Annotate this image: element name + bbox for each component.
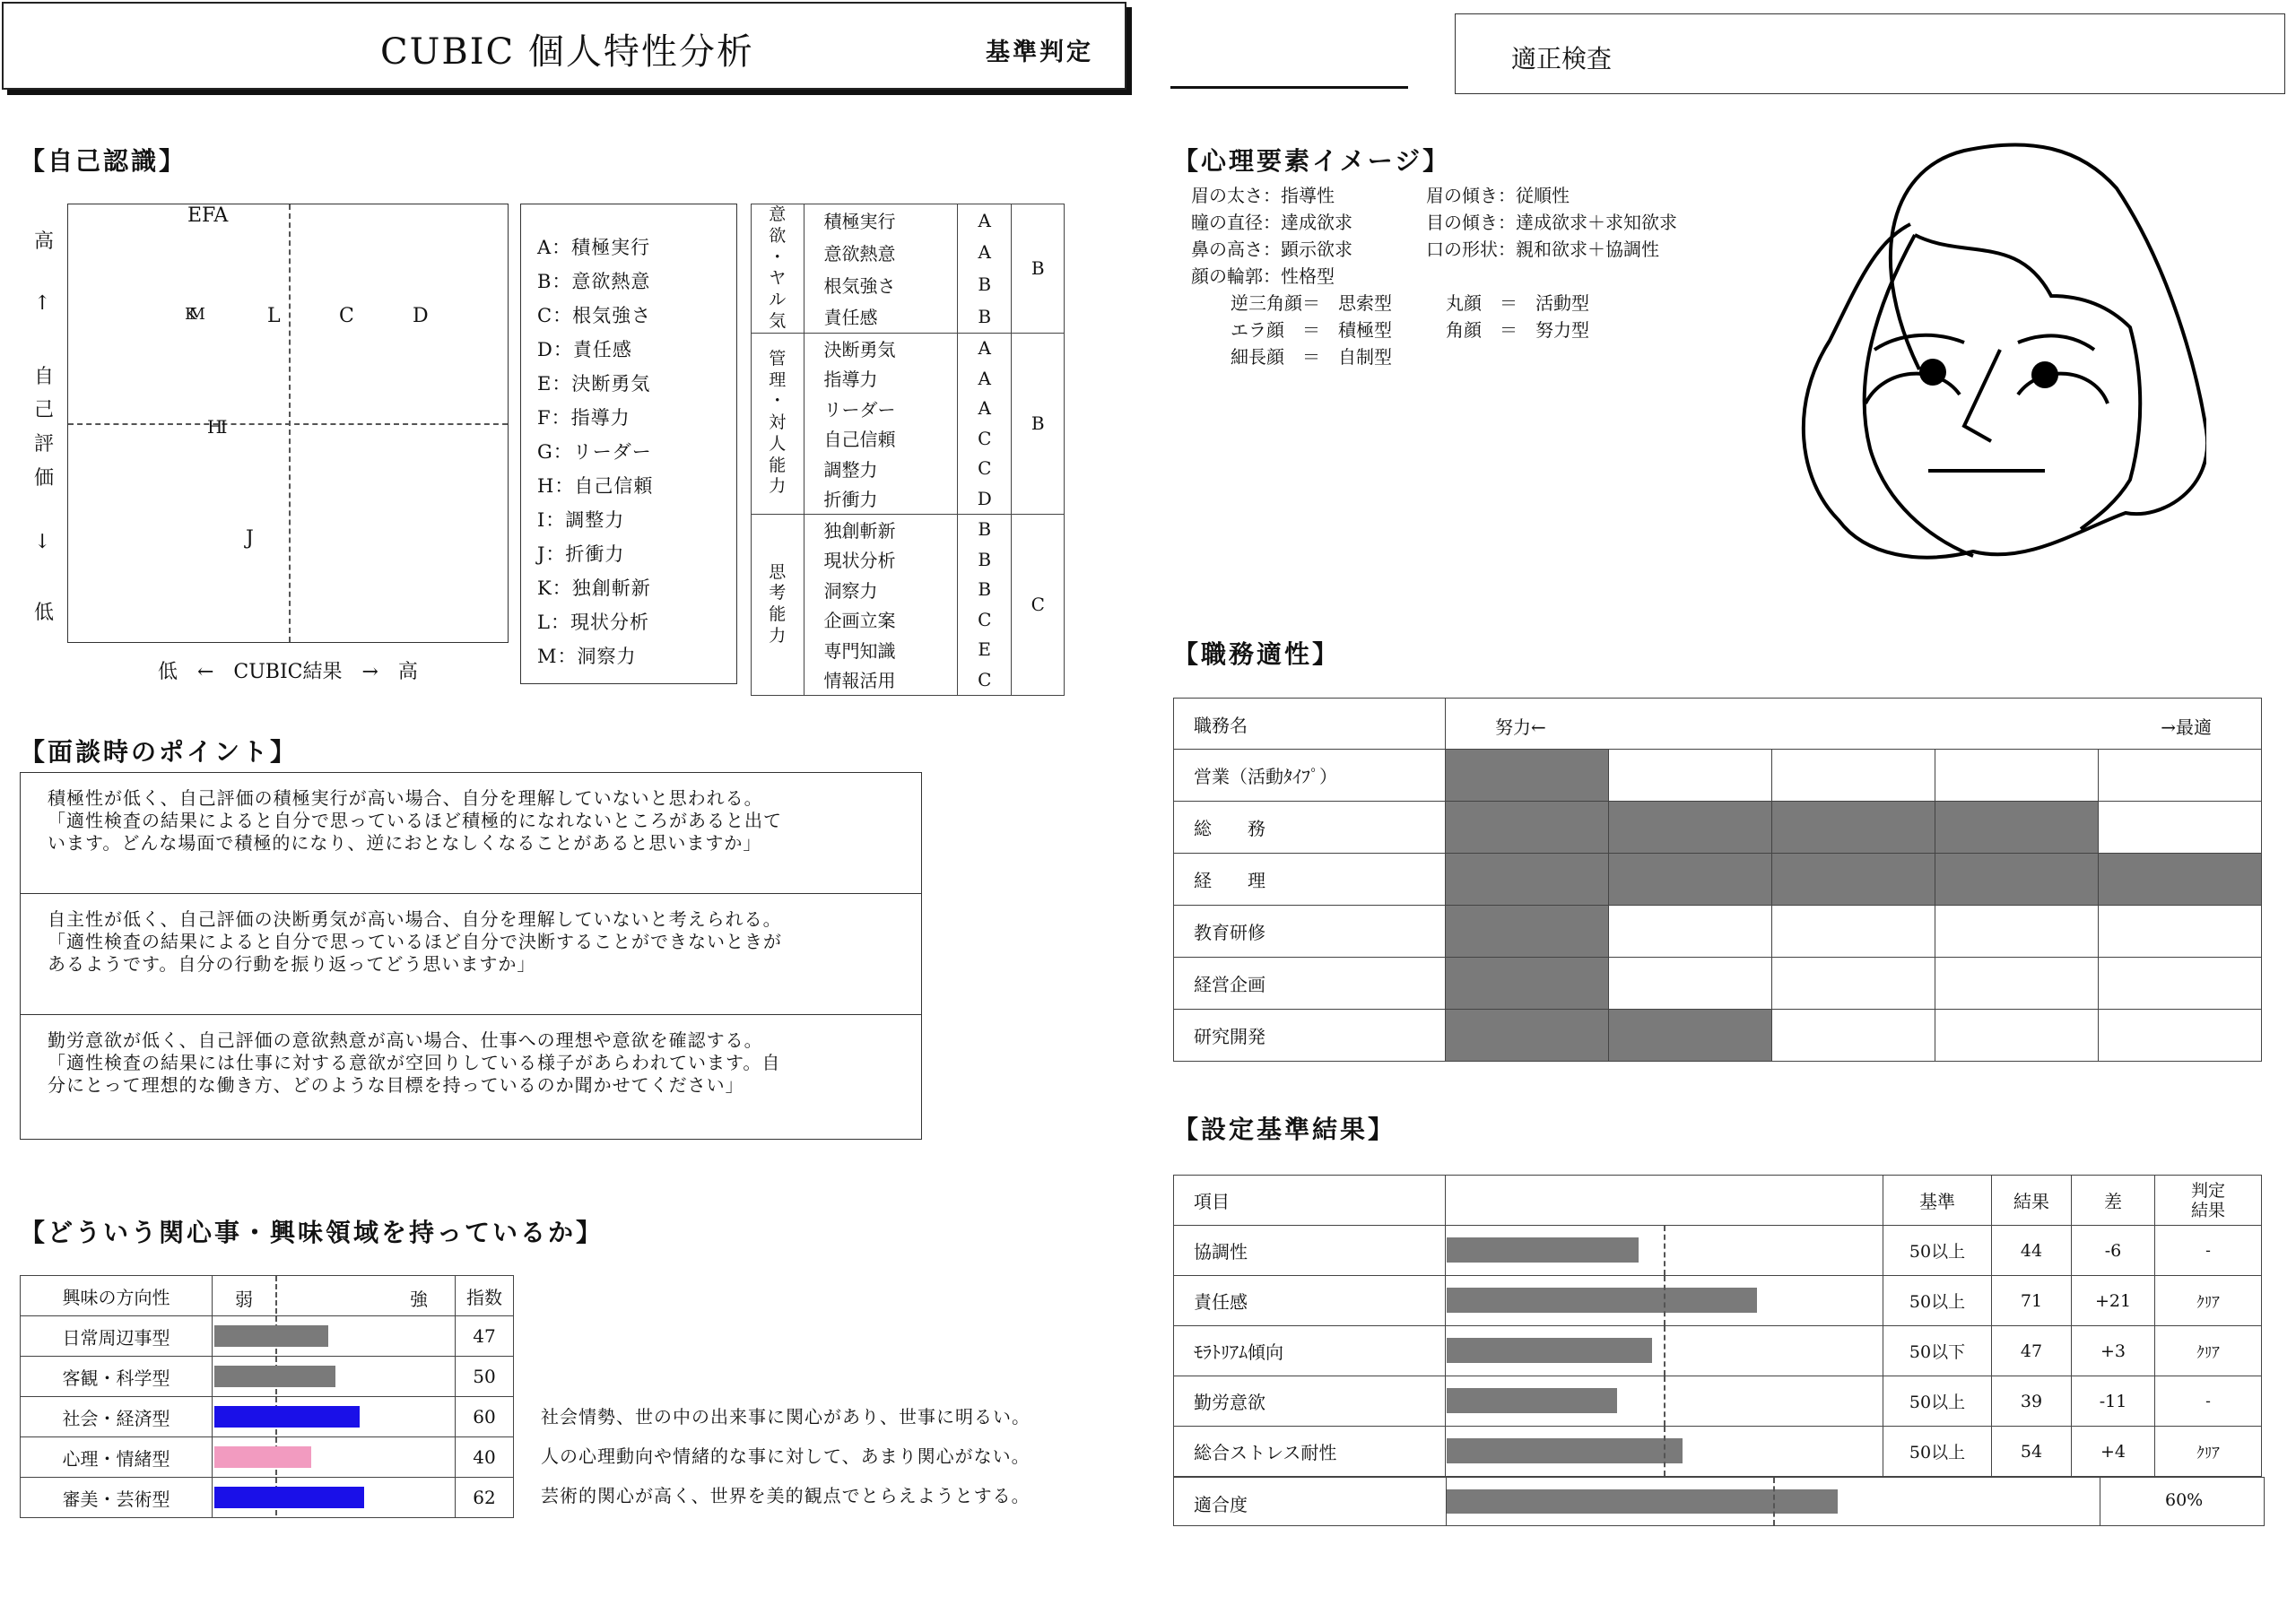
criteria-result: 39: [1992, 1376, 2072, 1427]
criteria-threshold-line: [1664, 1226, 1665, 1275]
left-eye: [1866, 374, 1960, 404]
grade-item-value: A: [958, 333, 1012, 363]
psych-lines: [1191, 181, 1677, 369]
jobs-table: [1173, 698, 2262, 1062]
criteria-name: 総合ストレス耐性: [1174, 1427, 1446, 1477]
criteria-bar-cell: [1446, 1427, 1883, 1477]
grade-item-name: 自己信頼: [804, 423, 957, 454]
criteria-bar: [1447, 1237, 1639, 1263]
criteria-diff: +4: [2072, 1427, 2155, 1477]
self-heading: 【自己認識】: [20, 146, 187, 176]
legend-list: [537, 233, 736, 676]
psych-left: 顔の輪郭：性格型: [1191, 265, 1335, 287]
job-level-cell: [1609, 750, 1772, 802]
group-name-char: 意: [769, 204, 787, 224]
interest-table: [20, 1275, 514, 1518]
job-level-cell: [1772, 802, 1935, 854]
interest-bar: [214, 1487, 364, 1508]
interest-bar-cell: [213, 1397, 456, 1437]
interest-bar-cell: [213, 1437, 456, 1478]
psych-right: 口の形状：親和欲求＋協調性: [1426, 239, 1659, 260]
grade-item-value: B: [958, 575, 1012, 605]
group-name-char: ヤ: [769, 268, 787, 289]
group-name-char: 力: [769, 625, 787, 646]
grade-item-value: B: [958, 514, 1012, 544]
job-level-cell: [1446, 906, 1609, 958]
job-level-cell: [1772, 958, 1935, 1010]
group-name-char: 対: [769, 412, 787, 433]
legend-item: J：折衝力: [537, 543, 625, 565]
criteria-result: 71: [1992, 1276, 2072, 1326]
grade-item-value: E: [958, 635, 1012, 665]
y-high: 高: [34, 230, 55, 253]
group-name-char: ル: [769, 290, 787, 309]
fit-label: 適合度: [1194, 1494, 1248, 1515]
right-eye: [2018, 374, 2108, 404]
criteria-bar: [1447, 1338, 1652, 1363]
criteria-result: 54: [1992, 1427, 2072, 1477]
interview-line: 「適性検査の結果によると自分で思っているほど積極的になれないところがあると出て: [48, 810, 782, 831]
aptitude-label: 適正検査: [1511, 44, 1613, 74]
criteria-col-bar: [1446, 1176, 1883, 1226]
psych-right: 眉の傾き：従順性: [1426, 185, 1570, 206]
legend-item: I：調整力: [537, 509, 625, 531]
fit-value: 60%: [2165, 1490, 2204, 1510]
legend-item: M：洞察力: [537, 646, 637, 667]
job-name: 教育研修: [1174, 906, 1446, 958]
legend-item: B：意欲熱意: [537, 271, 651, 292]
interview-point: [21, 773, 921, 894]
interview-heading: 【面談時のポイント】: [20, 737, 299, 767]
job-level-cell: [1772, 906, 1935, 958]
criteria-threshold-line: [1664, 1376, 1665, 1426]
legend-item: G：リーダー: [537, 441, 652, 463]
jobs-right-label: →最適: [2161, 716, 2212, 738]
legend-item: C：根気強さ: [537, 305, 652, 326]
criteria-col-diff: 差: [2072, 1176, 2155, 1226]
legend-item: A：積極実行: [537, 237, 651, 258]
self-plot: [67, 204, 509, 643]
job-name: 経営企画: [1174, 958, 1446, 1010]
interest-name: 社会・経済型: [21, 1397, 213, 1437]
grade-item-value: A: [958, 363, 1012, 394]
plot-point-km: KM: [185, 305, 197, 324]
interview-line: います。どんな場面で積極的になり、逆におとなしくなることがあると思いますか」: [48, 832, 762, 854]
job-name: 経 理: [1174, 854, 1446, 906]
job-level-cell: [1446, 802, 1609, 854]
criteria-result: 44: [1992, 1226, 2072, 1276]
job-name: 研究開発: [1174, 1010, 1446, 1062]
job-row: [1174, 1010, 2262, 1062]
fit-bar: [1447, 1489, 1838, 1514]
group-name-char: ・: [769, 391, 787, 412]
job-row: [1174, 958, 2262, 1010]
interest-row: [21, 1316, 514, 1357]
grade-item-value: A: [958, 394, 1012, 424]
legend-item: H：自己信頼: [537, 475, 654, 497]
interview-point: [21, 894, 921, 1015]
criteria-judge: ｸﾘｱ: [2155, 1326, 2262, 1376]
grade-row: [752, 204, 1065, 237]
grade-item-name: 意欲熱意: [804, 237, 957, 269]
job-name: 営業（活動ﾀｲﾌﾟ）: [1174, 750, 1446, 802]
interview-line: 分にとって理想的な働き方、どのような目標を持っているのか聞かせてください」: [48, 1074, 744, 1096]
interest-col-scale: [213, 1276, 456, 1316]
grade-item-name: 決断勇気: [804, 333, 957, 363]
interest-row: [21, 1478, 514, 1518]
face-illustration: [1785, 135, 2206, 565]
x-axis-label: 低 ← CUBIC結果 → 高: [158, 661, 418, 683]
job-level-cell: [1609, 958, 1772, 1010]
criteria-diff: +21: [2072, 1276, 2155, 1326]
criteria-std: 50以上: [1883, 1376, 1992, 1427]
group-name-char: 考: [769, 583, 787, 603]
legend-item: F：指導力: [537, 407, 631, 429]
psych-line: [1191, 235, 1677, 262]
right-pupil: [2031, 361, 2058, 388]
criteria-judge: -: [2155, 1376, 2262, 1427]
jobs-table-wrap: [1173, 698, 2262, 1062]
jobs-col-name: 職務名: [1174, 699, 1446, 750]
job-row: [1174, 750, 2262, 802]
job-level-cell: [1772, 750, 1935, 802]
criteria-name: ﾓﾗﾄﾘｱﾑ傾向: [1174, 1326, 1446, 1376]
job-row: [1174, 802, 2262, 854]
left-eyebrow: [1874, 335, 1964, 350]
job-level-cell: [1446, 958, 1609, 1010]
interest-bar-cell: [213, 1357, 456, 1397]
psych-line: [1191, 208, 1677, 235]
y-label-4: 価: [34, 467, 55, 490]
legend-item: E：決断勇気: [537, 373, 651, 395]
interest-index: 50: [456, 1357, 514, 1397]
criteria-name: 協調性: [1174, 1226, 1446, 1276]
psych-left: 瞳の直径：達成欲求: [1191, 212, 1352, 233]
interest-row: [21, 1437, 514, 1478]
job-level-cell: [1772, 854, 1935, 906]
group-name-char: 思: [769, 561, 787, 582]
left-pupil: [1919, 359, 1946, 386]
group-name-cell: [752, 333, 804, 514]
psych-type-line: [1191, 289, 1677, 316]
interest-heading: 【どういう関心事・興味領域を持っているか】: [20, 1218, 604, 1247]
y-down-arrow: ↓: [34, 531, 51, 553]
interview-line: 勤労意欲が低く、自己評価の意欲熱意が高い場合、仕事への理想や意欲を確認する。: [48, 1029, 763, 1051]
plot-point-j: J: [246, 527, 254, 550]
group-name-char: 力: [769, 476, 787, 497]
group-name-cell: [752, 204, 804, 334]
criteria-row: [1174, 1427, 2262, 1477]
job-level-cell: [1446, 750, 1609, 802]
group-grade: B: [1012, 204, 1065, 334]
criteria-col-item: 項目: [1174, 1176, 1446, 1226]
interview-point: [21, 1015, 921, 1136]
criteria-std: 50以下: [1883, 1326, 1992, 1376]
grade-item-name: 根気強さ: [804, 268, 957, 300]
grade-row: [752, 333, 1065, 363]
grade-item-value: C: [958, 454, 1012, 484]
criteria-row: [1174, 1276, 2262, 1326]
group-name-char: 気: [769, 310, 787, 331]
interview-line: 積極性が低く、自己評価の積極実行が高い場合、自分を理解していないと思われる。: [48, 787, 763, 809]
self-grade-table-wrap: [751, 204, 1065, 696]
job-level-cell: [2099, 854, 2262, 906]
criteria-table-wrap: [1173, 1175, 2262, 1477]
grade-item-name: 指導力: [804, 363, 957, 394]
interest-bar: [214, 1406, 360, 1428]
criteria-diff: -6: [2072, 1226, 2155, 1276]
jobs-heading: 【職務適性】: [1173, 639, 1341, 669]
job-level-cell: [1609, 1010, 1772, 1062]
criteria-col-judge: 判定 結果: [2155, 1176, 2262, 1226]
criteria-row: [1174, 1326, 2262, 1376]
group-name-char: 人: [769, 433, 787, 454]
interest-note: 社会情勢、世の中の出来事に関心があり、世事に明るい。: [541, 1406, 1031, 1428]
grade-item-value: C: [958, 604, 1012, 635]
psych-type-right: 角顔 ＝ 努力型: [1446, 319, 1589, 341]
job-name: 総 務: [1174, 802, 1446, 854]
job-row: [1174, 854, 2262, 906]
psych-line: [1191, 262, 1677, 289]
job-level-cell: [1935, 854, 2099, 906]
criteria-bar: [1447, 1288, 1757, 1313]
grade-item-name: 現状分析: [804, 544, 957, 575]
group-name-char: 能: [769, 604, 787, 624]
job-level-cell: [1935, 906, 2099, 958]
grade-item-name: 折衝力: [804, 483, 957, 514]
legend-item: L：現状分析: [537, 612, 649, 633]
psych-type-line: [1191, 343, 1677, 369]
job-level-cell: [1935, 750, 2099, 802]
jobs-scale-header: [1446, 699, 2262, 750]
nose: [1964, 350, 2000, 441]
grade-item-name: 洞察力: [804, 575, 957, 605]
criteria-result: 47: [1992, 1326, 2072, 1376]
grade-item-value: A: [958, 237, 1012, 269]
grade-item-name: 調整力: [804, 454, 957, 484]
plot-point-l: L: [267, 305, 281, 327]
criteria-name: 責任感: [1174, 1276, 1446, 1326]
y-label-2: 己: [34, 399, 55, 421]
interest-name: 心理・情緒型: [21, 1437, 213, 1478]
plot-mid-horizontal: [68, 423, 508, 425]
job-level-cell: [1935, 1010, 2099, 1062]
plot-point-d: D: [413, 305, 429, 327]
psych-type-left: エラ顔 ＝ 積極型: [1231, 319, 1392, 341]
grade-item-value: B: [958, 268, 1012, 300]
psych-left: 眉の太さ：指導性: [1191, 185, 1335, 206]
interest-header-row: [21, 1276, 514, 1316]
interest-col-weak: 弱: [235, 1289, 253, 1310]
criteria-row: [1174, 1376, 2262, 1427]
interview-line: 「適性検査の結果には仕事に対する意欲が空回りしている様子があらわれています。自: [48, 1052, 781, 1073]
interest-bar: [214, 1366, 335, 1387]
interest-bar: [214, 1325, 328, 1347]
psych-right: 目の傾き：達成欲求＋求知欲求: [1426, 212, 1677, 233]
interview-box: [20, 772, 922, 1140]
interview-line: 「適性検査の結果によると自分で思っているほど自分で決断することができないときが: [48, 931, 782, 952]
grade-item-name: 独創斬新: [804, 514, 957, 544]
interest-index: 40: [456, 1437, 514, 1478]
y-label-3: 評: [34, 433, 55, 456]
job-level-cell: [2099, 906, 2262, 958]
interest-bar-cell: [213, 1316, 456, 1357]
interest-index: 47: [456, 1316, 514, 1357]
criteria-bar-cell: [1446, 1326, 1883, 1376]
criteria-table: [1173, 1175, 2262, 1477]
fit-threshold-line: [1773, 1478, 1775, 1525]
jobs-left-label: 努力←: [1495, 716, 1546, 738]
criteria-name: 勤労意欲: [1174, 1376, 1446, 1427]
aptitude-box: [1455, 13, 2285, 94]
grade-item-value: C: [958, 664, 1012, 695]
criteria-judge: ｸﾘｱ: [2155, 1276, 2262, 1326]
criteria-col-result: 結果: [1992, 1176, 2072, 1226]
criteria-threshold-line: [1664, 1276, 1665, 1325]
job-level-cell: [2099, 750, 2262, 802]
criteria-header-row: [1174, 1176, 2262, 1226]
group-name-cell: [752, 514, 804, 695]
interest-mid-line: [275, 1276, 277, 1314]
interest-note: 芸術的関心が高く、世界を美的観点でとらえようとする。: [541, 1485, 1031, 1506]
interest-name: 審美・芸術型: [21, 1478, 213, 1518]
group-name-char: 能: [769, 455, 787, 475]
criteria-bar: [1447, 1438, 1683, 1463]
job-level-cell: [1446, 1010, 1609, 1062]
interest-col-strong: 強: [410, 1289, 428, 1310]
grade-item-value: B: [958, 544, 1012, 575]
job-level-cell: [1609, 802, 1772, 854]
criteria-heading: 【設定基準結果】: [1173, 1115, 1396, 1144]
psych-left: 鼻の高さ：顕示欲求: [1191, 239, 1352, 260]
job-level-cell: [1935, 802, 2099, 854]
hair-outline: [1804, 144, 2206, 557]
judge-badge: 基準判定: [986, 39, 1093, 66]
self-legend: [520, 204, 737, 684]
group-name-char: 理: [769, 369, 787, 390]
job-level-cell: [1609, 906, 1772, 958]
criteria-threshold-line: [1664, 1427, 1665, 1476]
psych-type-left: 細長顔 ＝ 自制型: [1231, 346, 1392, 368]
grade-item-name: 積極実行: [804, 204, 957, 237]
criteria-std: 50以上: [1883, 1226, 1992, 1276]
criteria-bar-cell: [1446, 1226, 1883, 1276]
grade-item-name: 専門知識: [804, 635, 957, 665]
criteria-judge: -: [2155, 1226, 2262, 1276]
title-box: [2, 2, 1126, 90]
plot-point-efa: EFA: [187, 204, 229, 227]
grade-item-name: 情報活用: [804, 664, 957, 695]
psych-type-left: 逆三角顔＝ 思索型: [1231, 292, 1392, 314]
grade-item-value: D: [958, 483, 1012, 514]
psych-type-line: [1191, 316, 1677, 343]
job-level-cell: [2099, 1010, 2262, 1062]
group-name-char: 欲: [769, 225, 787, 246]
group-name-char: 管: [769, 348, 787, 369]
criteria-std: 50以上: [1883, 1427, 1992, 1477]
grade-row: [752, 514, 1065, 544]
grade-item-value: B: [958, 300, 1012, 333]
interest-bar: [214, 1446, 311, 1468]
group-name-char: ・: [769, 247, 787, 267]
plot-point-c: C: [339, 305, 354, 327]
criteria-diff: -11: [2072, 1376, 2155, 1427]
group-grade: B: [1012, 333, 1065, 514]
job-row: [1174, 906, 2262, 958]
grade-item-value: A: [958, 204, 1012, 237]
job-level-cell: [1772, 1010, 1935, 1062]
psych-heading: 【心理要素イメージ】: [1173, 146, 1451, 176]
grade-item-name: リーダー: [804, 394, 957, 424]
interview-line: あるようです。自分の行動を振り返ってどう思いますか」: [48, 953, 536, 975]
legend-item: D：責任感: [537, 339, 632, 360]
criteria-bar-cell: [1446, 1276, 1883, 1326]
legend-item: K：独創斬新: [537, 577, 651, 599]
interest-col-index: 指数: [456, 1276, 514, 1316]
criteria-bar-cell: [1446, 1376, 1883, 1427]
criteria-row: [1174, 1226, 2262, 1276]
job-level-cell: [1609, 854, 1772, 906]
criteria-bar: [1447, 1388, 1617, 1413]
y-label-1: 自: [34, 366, 55, 388]
y-low: 低: [34, 602, 55, 624]
interest-index: 62: [456, 1478, 514, 1518]
face-outline: [1865, 235, 2141, 556]
criteria-judge: ｸﾘｱ: [2155, 1427, 2262, 1477]
y-up-arrow: ↑: [34, 292, 51, 315]
interest-bar-cell: [213, 1478, 456, 1518]
job-level-cell: [1446, 854, 1609, 906]
interest-row: [21, 1357, 514, 1397]
criteria-col-std: 基準: [1883, 1176, 1992, 1226]
grade-item-value: C: [958, 423, 1012, 454]
interest-name: 日常周辺事型: [21, 1316, 213, 1357]
job-level-cell: [2099, 958, 2262, 1010]
interest-index: 60: [456, 1397, 514, 1437]
page-title: CUBIC 個人特性分析: [380, 31, 754, 73]
right-eyebrow: [2018, 335, 2094, 350]
jobs-header-row: [1174, 699, 2262, 750]
criteria-diff: +3: [2072, 1326, 2155, 1376]
grade-item-name: 責任感: [804, 300, 957, 333]
interest-table-wrap: [20, 1275, 514, 1518]
self-grade-table: [751, 204, 1065, 696]
psych-line: [1191, 181, 1677, 208]
criteria-std: 50以上: [1883, 1276, 1992, 1326]
interview-list: [21, 773, 921, 1136]
criteria-threshold-line: [1664, 1326, 1665, 1376]
interest-col-dir: 興味の方向性: [21, 1276, 213, 1316]
job-level-cell: [1935, 958, 2099, 1010]
grade-item-name: 企画立案: [804, 604, 957, 635]
interest-name: 客観・科学型: [21, 1357, 213, 1397]
plot-point-hi: HI: [207, 416, 225, 438]
header-underline: [1170, 86, 1408, 89]
interest-row: [21, 1397, 514, 1437]
job-level-cell: [2099, 802, 2262, 854]
interview-line: 自主性が低く、自己評価の決断勇気が高い場合、自分を理解していないと考えられる。: [48, 908, 782, 930]
group-grade: C: [1012, 514, 1065, 695]
psych-type-right: 丸顔 ＝ 活動型: [1446, 292, 1589, 314]
fit-row: [1173, 1477, 2265, 1526]
interest-note: 人の心理動向や情緒的な事に対して、あまり関心がない。: [541, 1445, 1031, 1467]
